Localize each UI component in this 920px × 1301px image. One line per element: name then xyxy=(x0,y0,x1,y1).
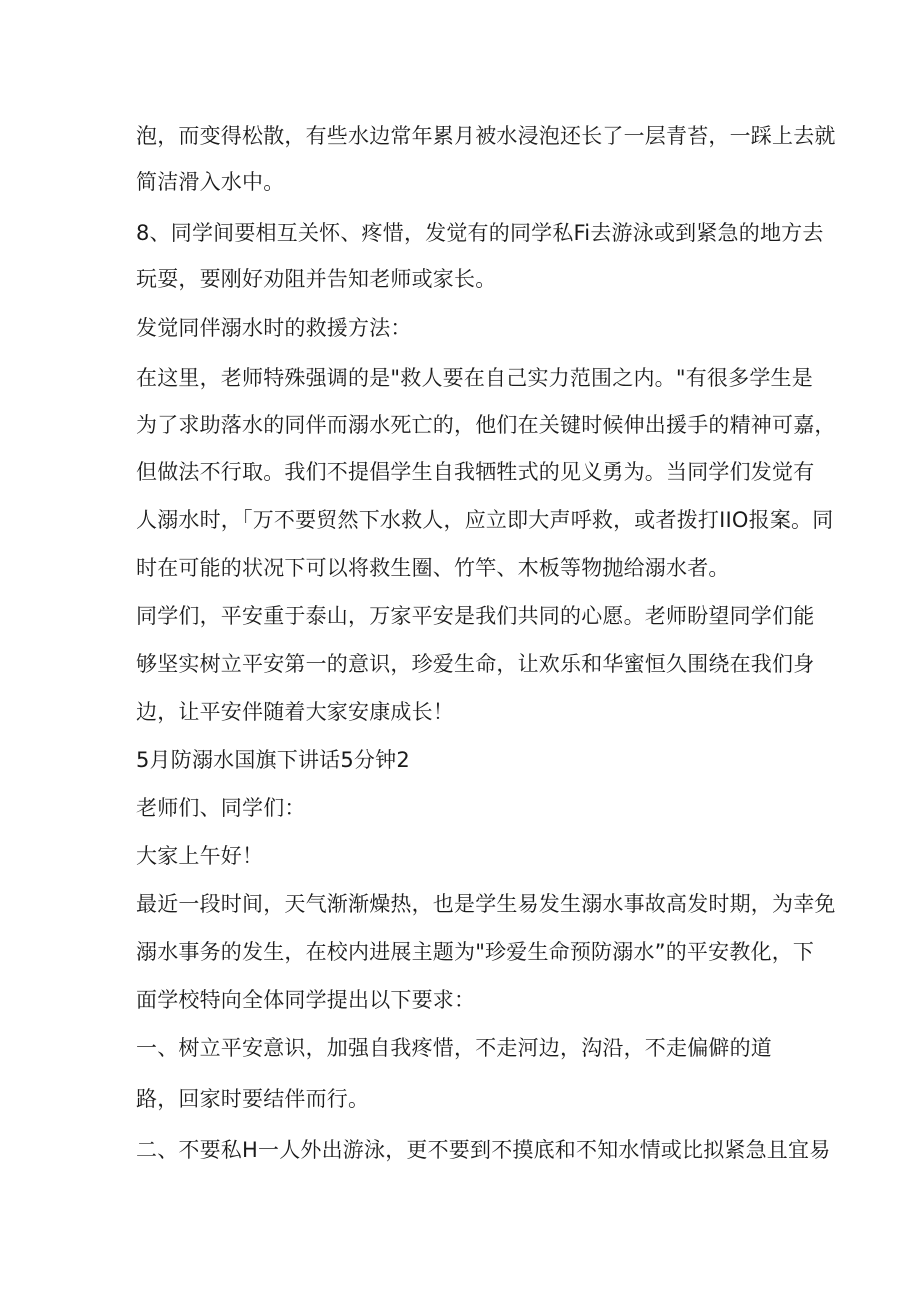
text-line: 泡，而变得松散，有些水边常年累月被水浸泡还长了一层青苔，一踩上去就 xyxy=(136,124,836,148)
text-line: 路，回家时要结伴而行。 xyxy=(136,1087,370,1111)
text-line: 大家上午好！ xyxy=(136,844,264,868)
text-line: 够坚实树立平安第一的意识，珍爱生命，让欢乐和华蜜恒久围绕在我们身 xyxy=(136,652,815,676)
text-line: 发觉同伴溺水时的救援方法： xyxy=(136,316,412,340)
text-line: 老师们、同学们： xyxy=(136,796,306,820)
text-line: 但做法不行取。我们不提倡学生自我牺牲式的见义勇为。当同学们发觉有 xyxy=(136,460,815,484)
text-line: 在这里，老师特殊强调的是"救人要在自己实力范围之内。"有很多学生是 xyxy=(136,366,813,390)
text-line: 简洁滑入水中。 xyxy=(136,170,285,194)
text-line: 一、树立平安意识，加强自我疼惜，不走河边，沟沿，不走偏僻的道 xyxy=(136,1036,772,1060)
text-line: 溺水事务的发生，在校内进展主题为"珍爱生命预防溺水”的平安教化，下 xyxy=(136,940,815,964)
section-heading: 5月防溺水国旗下讲话5分钟2 xyxy=(136,748,410,772)
text-line: 为了求助落水的同伴而溺水死亡的，他们在关键时候伸出援手的精神可嘉， xyxy=(136,413,836,437)
text-line: 时在可能的状况下可以将救生圈、竹竿、木板等物抛给溺水者。 xyxy=(136,556,730,580)
text-line: 同学们，平安重于泰山，万家平安是我们共同的心愿。老师盼望同学们能 xyxy=(136,604,815,628)
text-line: 8、同学间要相互关怀、疼惜，发觉有的同学私Fi去游泳或到紧急的地方去 xyxy=(136,221,824,245)
text-line: 边，让平安伴随着大家安康成长！ xyxy=(136,700,454,724)
text-line: 玩耍，要刚好劝阻并告知老师或家长。 xyxy=(136,267,497,291)
text-line: 二、不要私H一人外出游泳，更不要到不摸底和不知水情或比拟紧急且宜易 xyxy=(136,1138,831,1162)
text-line: 最近一段时间，天气渐渐燥热，也是学生易发生溺水事故高发时期，为幸免 xyxy=(136,892,836,916)
text-line: 人溺水时，「万不要贸然下水救人，应立即大声呼救，或者拨打IIO报案。同 xyxy=(136,508,834,532)
text-line: 面学校特向全体同学提出以下要求： xyxy=(136,988,476,1012)
